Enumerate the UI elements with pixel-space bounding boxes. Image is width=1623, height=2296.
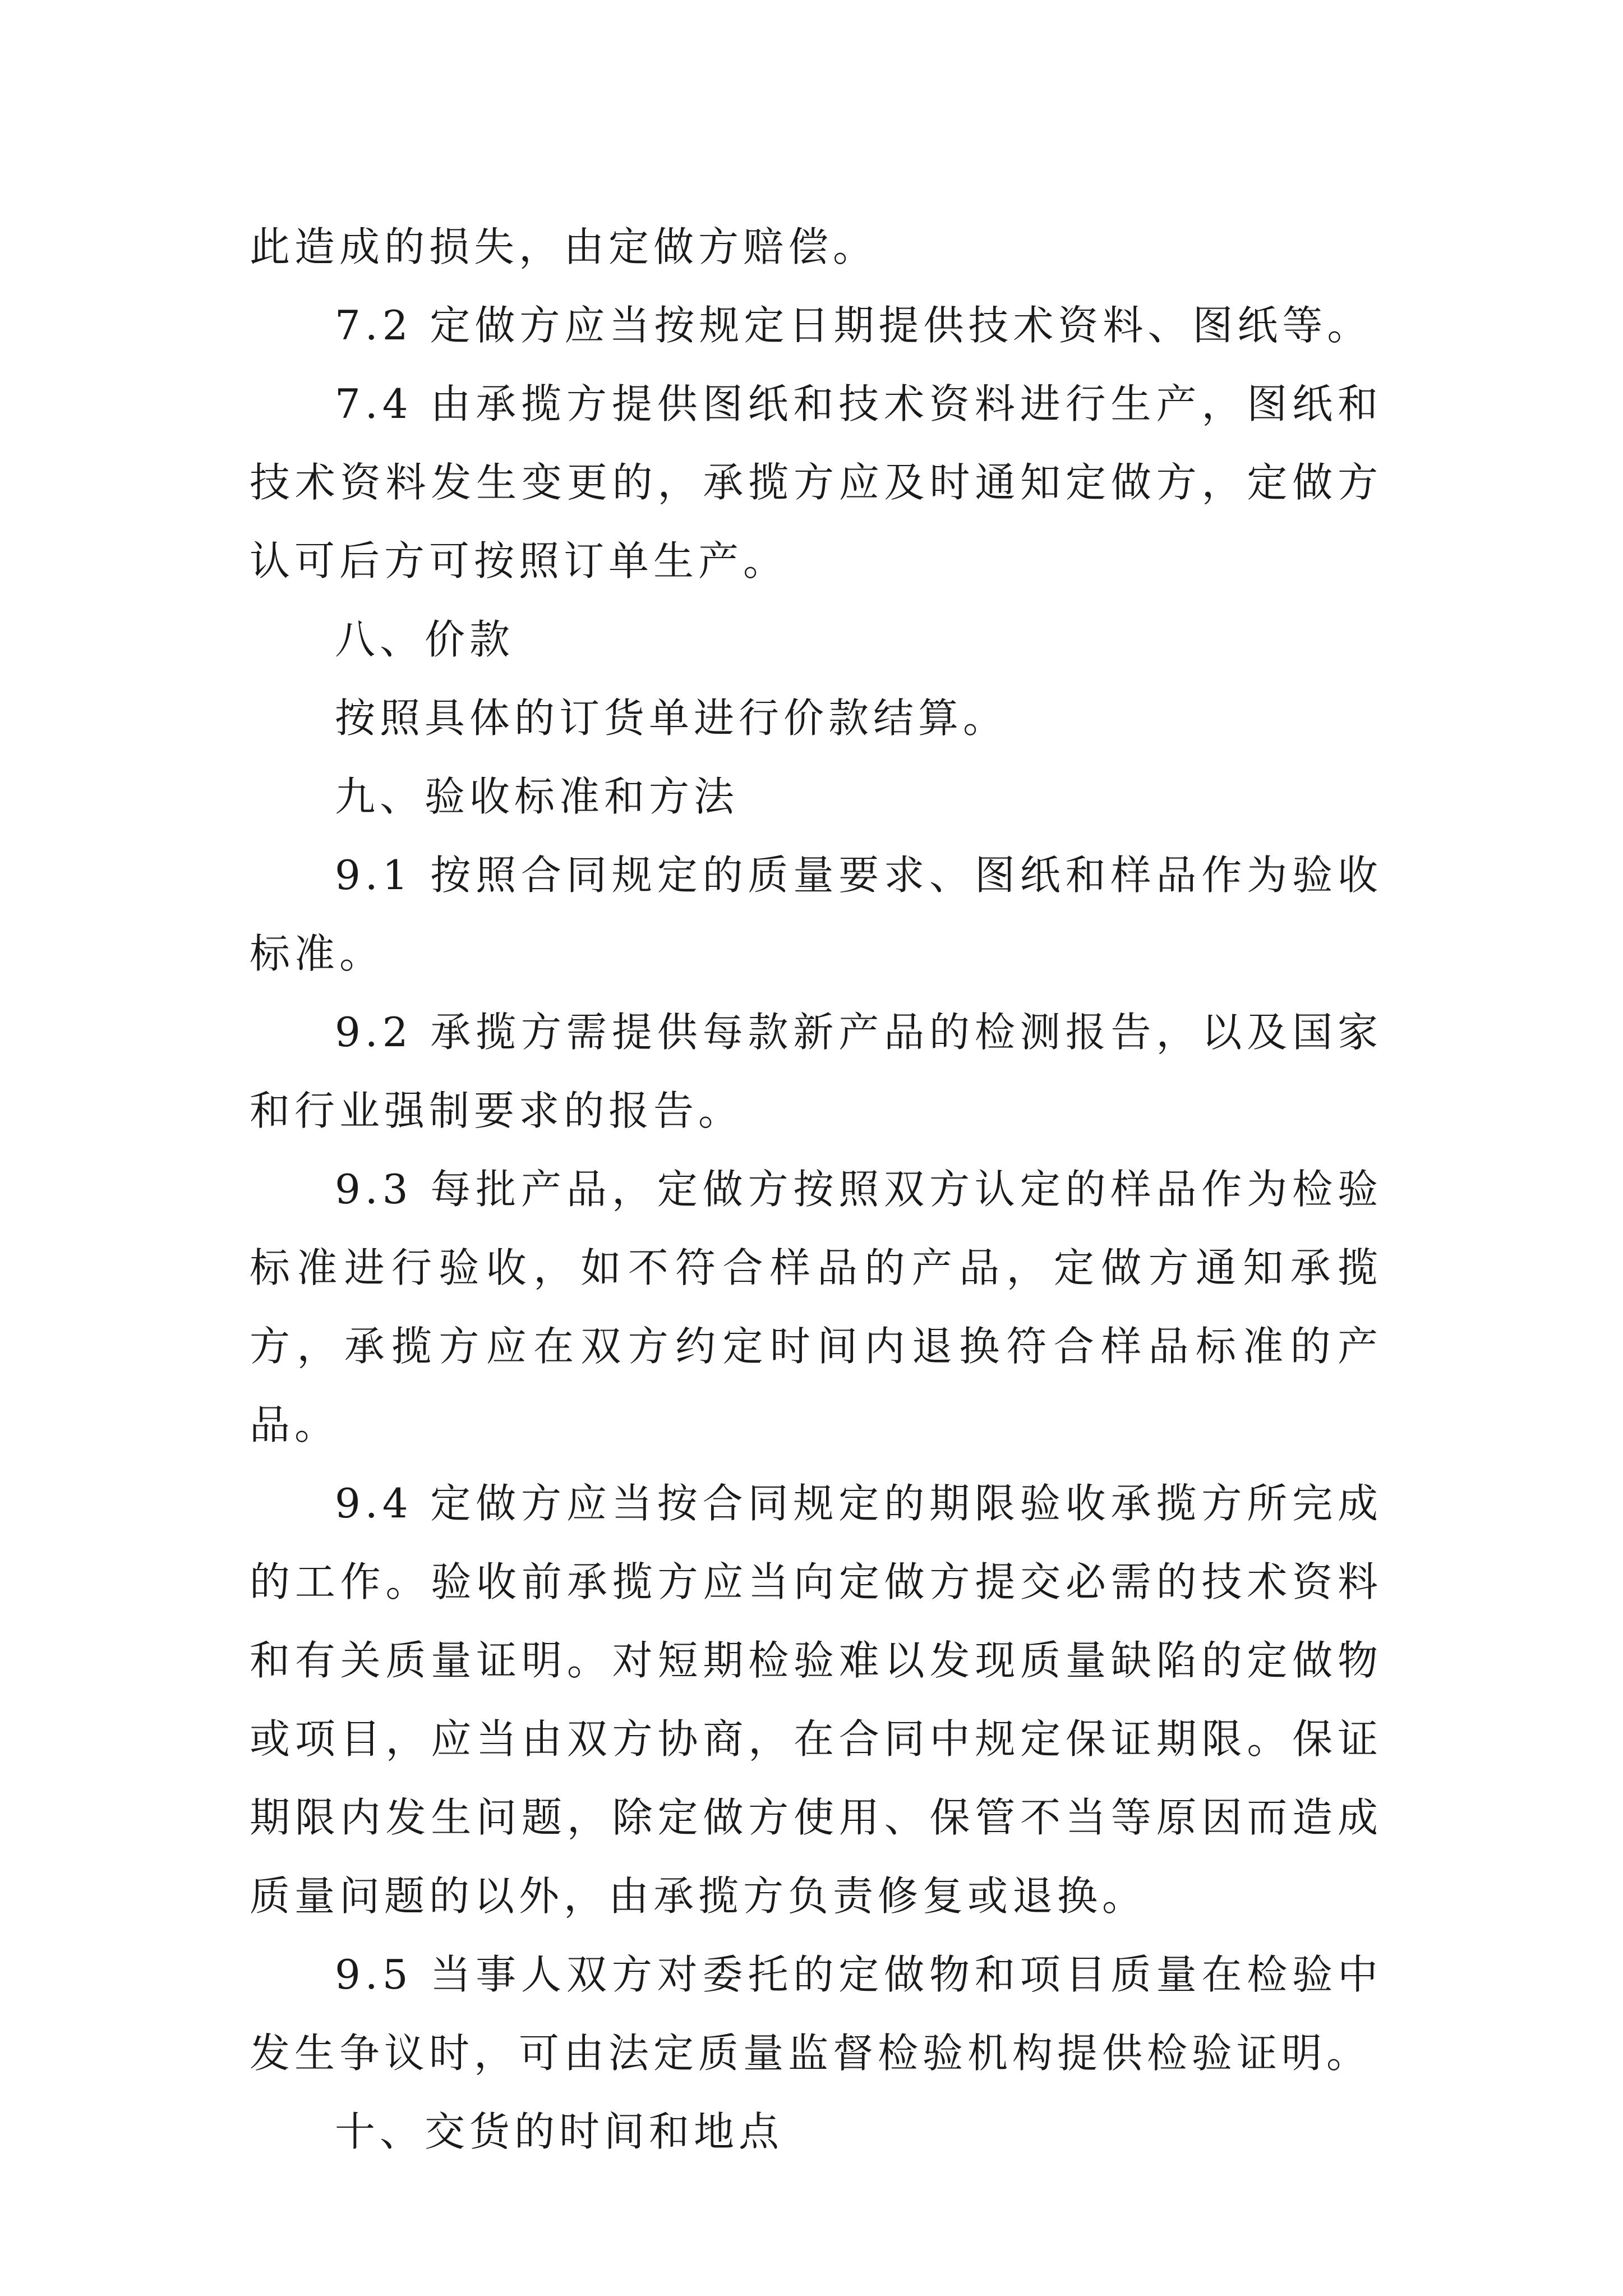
clause-9-4: 9.4 定做方应当按合同规定的期限验收承揽方所完成的工作。验收前承揽方应当向定做方提交必需的技术资料和有关质量证明。对短期检验难以发现质量缺陷的定做物或项目，应当由双方协商，在合同中规定保证期限。保证期限内发生问题，除定做方使用、保管不当等原因而造成质量问题的以外，由承揽方负责修复或退换。	[250, 1480, 1382, 1920]
clause-9-5: 9.5 当事人双方对委托的定做物和项目质量在检验中发生争议时，可由法定质量监督检验机构提供检验证明。	[250, 1951, 1382, 2077]
price-settlement-text: 按照具体的订货单进行价款结算。	[335, 694, 1008, 742]
clause-9-2: 9.2 承揽方需提供每款新产品的检测报告，以及国家和行业强制要求的报告。	[250, 1009, 1382, 1134]
clause-9-3: 9.3 每批产品，定做方按照双方认定的样品作为检验标准进行验收，如不符合样品的产品，定做方通知承揽方，承揽方应在双方约定时间内退换符合样品标准的产品。	[250, 1166, 1382, 1448]
section-heading-acceptance: 九、验收标准和方法	[335, 773, 739, 820]
paragraph-continuation: 此造成的损失，由定做方赔偿。	[250, 223, 878, 270]
clause-9-1: 9.1 按照合同规定的质量要求、图纸和样品作为验收标准。	[250, 852, 1382, 977]
clause-7-2: 7.2 定做方应当按规定日期提供技术资料、图纸等。	[335, 302, 1372, 349]
clause-7-4: 7.4 由承揽方提供图纸和技术资料进行生产，图纸和技术资料发生变更的，承揽方应及时通知定做方，定做方认可后方可按照订单生产。	[250, 380, 1382, 585]
section-heading-delivery: 十、交货的时间和地点	[335, 2108, 784, 2155]
section-heading-price: 八、价款	[335, 616, 515, 663]
document-body	[250, 208, 1382, 2171]
